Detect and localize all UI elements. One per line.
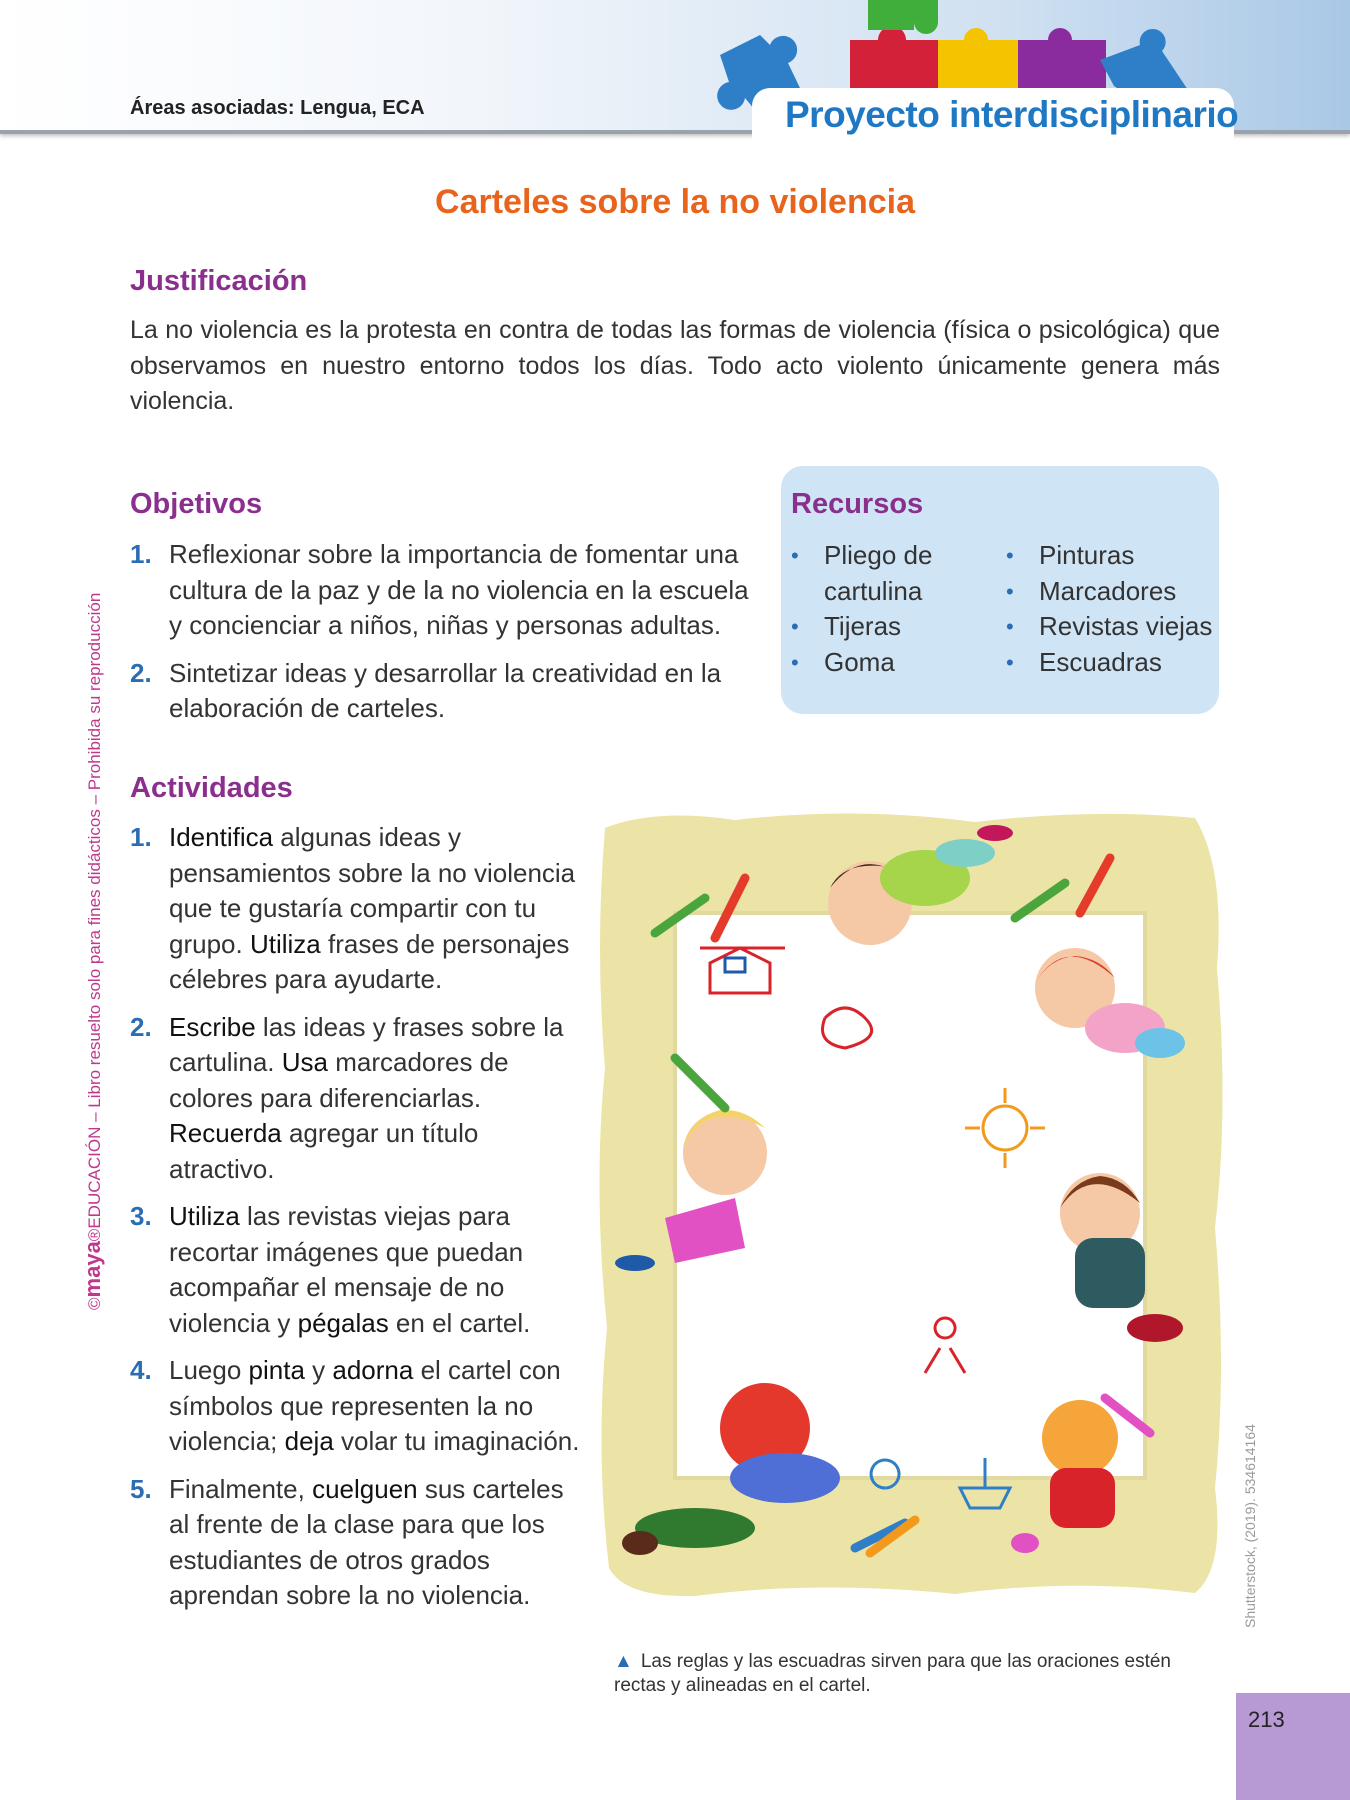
item-text: sus carteles al frente de la clase para que los estudiantes de otros grados aprendan sobre la no violencia. — [169, 1473, 564, 1610]
list-item — [130, 1010, 580, 1188]
caption-text: Las reglas y las escuadras sirven para que las oraciones estén rectas y alineadas en el cartel. — [614, 1651, 1171, 1696]
sidebar-text: EDUCACIÓN – Libro resuelto solo para fines didácticos – Prohibida su reproducción — [85, 592, 104, 1229]
actividades-list — [130, 820, 580, 1626]
item-text: frases de personajes célebres para ayudarte. — [169, 928, 570, 994]
image-credit: Shutterstock, (2019). 534614164 — [1242, 1424, 1258, 1628]
children-drawing-illustration — [595, 808, 1225, 1598]
page-number: 213 — [1248, 1707, 1285, 1732]
emphasis-verb: cuelguen — [312, 1473, 418, 1504]
registered-symbol: ® — [85, 1228, 104, 1242]
triangle-icon: ▲ — [614, 1651, 633, 1672]
bullet-icon: • — [791, 614, 799, 639]
emphasis-verb: deja — [284, 1426, 334, 1456]
list-item — [1001, 538, 1216, 574]
list-item — [130, 537, 760, 644]
item-number: 4. — [130, 1355, 152, 1385]
emphasis-verb: Identifica — [169, 822, 274, 852]
bullet-icon: • — [1006, 649, 1014, 675]
emphasis-verb: pinta — [248, 1355, 305, 1385]
item-number: 2. — [130, 1011, 152, 1042]
bullet-icon: • — [1006, 543, 1014, 568]
resource-label: Pliego de cartulina — [824, 540, 933, 606]
emphasis-verb: Utiliza — [169, 1201, 240, 1231]
item-text: y — [304, 1355, 333, 1385]
copyright-symbol: © — [85, 1297, 104, 1310]
associated-areas: Áreas asociadas: Lengua, ECA — [130, 97, 425, 119]
bullet-icon: • — [1006, 578, 1014, 604]
bullet-icon: • — [1006, 614, 1014, 639]
item-number: 3. — [130, 1201, 152, 1231]
resource-label: Escuadras — [1039, 646, 1162, 677]
list-item — [130, 1472, 580, 1614]
item-text: marcadores de colores para diferenciarlas. — [169, 1047, 509, 1113]
list-item — [130, 820, 580, 998]
list-item — [1001, 645, 1216, 681]
list-item — [1001, 609, 1216, 645]
item-text: el cartel con símbolos que representen la no violencia; — [169, 1355, 561, 1456]
item-number: 2. — [130, 657, 152, 688]
figure-caption — [614, 1650, 1224, 1698]
list-item — [786, 609, 986, 645]
justificacion-text: La no violencia es la protesta en contra de todas las formas de violencia (física o psicológica) que observamos en nuestro entorno todos los días. Todo acto violento únicamente genera más violencia. — [130, 316, 1220, 415]
resource-label: Tijeras — [824, 611, 902, 641]
item-text: en el cartel. — [388, 1307, 531, 1338]
recursos-heading: Recursos — [791, 488, 924, 520]
item-text: Reflexionar sobre la importancia de fomentar una cultura de la paz y de la no violencia en la escuela y concienciar a niños, niñas y personas adultas. — [169, 539, 749, 640]
actividades-heading: Actividades — [130, 772, 293, 804]
recursos-column-1 — [786, 538, 986, 680]
recursos-column-2 — [1001, 538, 1216, 680]
bullet-icon: • — [791, 649, 799, 675]
emphasis-verb: adorna — [332, 1355, 414, 1385]
list-item — [1001, 574, 1216, 610]
resource-label: Marcadores — [1039, 575, 1177, 606]
item-text: algunas ideas y pensamientos sobre la no violencia que te gustaría compartir con tu grupo. — [169, 822, 576, 959]
item-number: 5. — [130, 1473, 152, 1504]
green-puzzle-piece — [868, 0, 938, 34]
emphasis-verb: Recuerda — [169, 1118, 282, 1148]
brand-logo-text: maya — [80, 1241, 105, 1298]
list-item — [130, 1353, 580, 1460]
item-text: agregar un título atractivo. — [169, 1118, 479, 1184]
resource-label: Goma — [824, 646, 895, 677]
project-title: Proyecto interdisciplinario — [785, 94, 1239, 135]
emphasis-verb: Escribe — [169, 1011, 256, 1042]
list-item — [786, 645, 986, 681]
bullet-icon: • — [791, 543, 799, 568]
recursos-box — [781, 466, 1219, 714]
resource-label: Pinturas — [1039, 540, 1135, 570]
item-text: las ideas y frases sobre la cartulina. — [169, 1011, 564, 1077]
item-number: 1. — [130, 539, 152, 569]
item-text: Luego — [169, 1355, 249, 1385]
item-number: 1. — [130, 822, 152, 852]
list-item — [786, 538, 986, 609]
list-item — [130, 656, 760, 727]
copyright-sidebar — [80, 593, 106, 1310]
item-text: Sintetizar ideas y desarrollar la creatividad en la elaboración de carteles. — [169, 657, 722, 723]
objetivos-heading: Objetivos — [130, 488, 263, 520]
page-title: Carteles sobre la no violencia — [435, 183, 915, 221]
item-text: volar tu imaginación. — [333, 1426, 580, 1456]
emphasis-verb: Usa — [281, 1047, 328, 1077]
justificacion-heading: Justificación — [130, 265, 308, 297]
list-item — [130, 1199, 580, 1341]
resource-label: Revistas viejas — [1039, 611, 1213, 641]
emphasis-verb: Utiliza — [249, 928, 321, 959]
item-text: Finalmente, — [169, 1473, 313, 1504]
item-text: las revistas viejas para recortar imágenes que puedan acompañar el mensaje de no violencia y — [169, 1201, 524, 1338]
objetivos-list — [130, 537, 760, 739]
emphasis-verb: pégalas — [297, 1307, 389, 1338]
